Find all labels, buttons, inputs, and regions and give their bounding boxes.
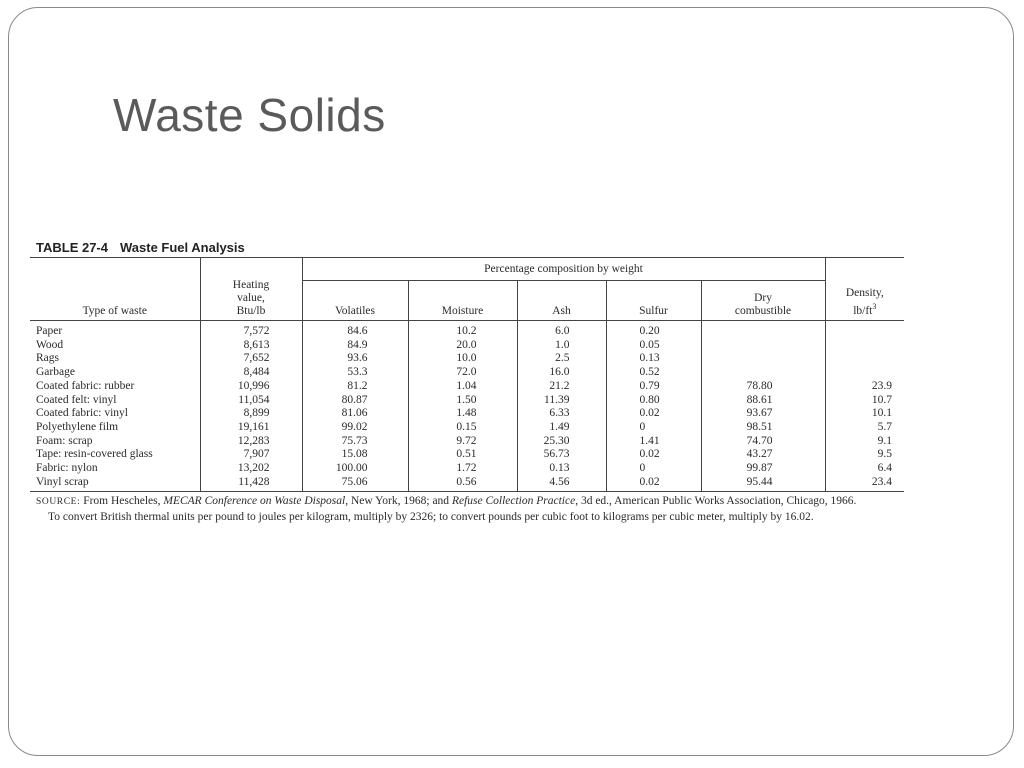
cell-type: Foam: scrap — [36, 434, 93, 447]
source-text-3: , 3d ed., American Public Works Association, Chicago, 1966. — [575, 495, 857, 507]
cell-volatiles: 84.6 — [302, 321, 408, 339]
cell-sulfur: 0.13 — [606, 352, 701, 366]
cell-volatiles: 80.87 — [302, 394, 408, 408]
cell-dry-combustible — [701, 352, 825, 366]
cell-moisture: 9.72 — [408, 435, 517, 449]
cell-sulfur: 1.41 — [606, 435, 701, 449]
header-heating-line3: Btu/lb — [236, 305, 266, 317]
header-dry-line2: combustible — [734, 305, 792, 317]
cell-dry-combustible — [701, 339, 825, 353]
table-row — [30, 352, 904, 366]
cell-dry-combustible: 99.87 — [701, 462, 825, 476]
slide-title: Waste Solids — [113, 89, 386, 141]
cell-ash: 56.73 — [517, 448, 606, 462]
cell-volatiles: 81.06 — [302, 407, 408, 421]
cell-heating: 7,652 — [200, 352, 302, 366]
cell-density: 23.9 — [825, 380, 904, 394]
header-ash: Ash — [517, 281, 606, 321]
header-sulfur: Sulfur — [606, 281, 701, 321]
cell-density: 9.1 — [825, 435, 904, 449]
source-title-2: Refuse Collection Practice — [451, 495, 576, 507]
cell-type: Garbage — [36, 366, 75, 379]
cell-volatiles: 15.08 — [302, 448, 408, 462]
header-density — [825, 258, 904, 321]
table-notes — [36, 494, 904, 525]
cell-sulfur: 0.79 — [606, 380, 701, 394]
cell-sulfur: 0.52 — [606, 366, 701, 380]
cell-dry-combustible: 95.44 — [701, 476, 825, 492]
header-volatiles: Volatiles — [302, 281, 408, 321]
table-number: TABLE 27-4 — [36, 240, 108, 255]
cell-ash: 11.39 — [517, 394, 606, 408]
cell-sulfur: 0.02 — [606, 448, 701, 462]
header-heating-line2: value, — [237, 292, 265, 304]
cell-ash: 0.13 — [517, 462, 606, 476]
cell-density — [825, 352, 904, 366]
cell-sulfur: 0.80 — [606, 394, 701, 408]
cell-volatiles: 93.6 — [302, 352, 408, 366]
cell-density — [825, 339, 904, 353]
source-note — [36, 494, 904, 509]
cell-volatiles: 100.00 — [302, 462, 408, 476]
cell-heating: 8,899 — [200, 407, 302, 421]
header-heating-value — [200, 258, 302, 321]
header-density-line2 — [826, 300, 905, 318]
cell-moisture: 10.0 — [408, 352, 517, 366]
header-density-unit: lb/ft — [853, 305, 873, 317]
table-row — [30, 394, 904, 408]
cell-type: Paper — [36, 325, 63, 337]
cell-sulfur: 0 — [606, 421, 701, 435]
cell-volatiles: 75.73 — [302, 435, 408, 449]
cell-moisture: 0.51 — [408, 448, 517, 462]
cell-volatiles: 75.06 — [302, 476, 408, 492]
waste-fuel-table — [30, 257, 904, 492]
cell-type: Tape: resin-covered glass — [36, 448, 153, 461]
cell-type: Fabric: nylon — [36, 462, 98, 475]
header-type-of-waste: Type of waste — [30, 258, 200, 321]
cell-dry-combustible: 74.70 — [701, 435, 825, 449]
cell-heating: 8,484 — [200, 366, 302, 380]
cell-ash: 2.5 — [517, 352, 606, 366]
cell-type: Coated felt: vinyl — [36, 393, 117, 406]
cell-heating: 7,572 — [200, 321, 302, 339]
cell-heating: 13,202 — [200, 462, 302, 476]
header-density-exponent: 3 — [872, 302, 877, 312]
cell-sulfur: 0.02 — [606, 476, 701, 492]
cell-moisture: 72.0 — [408, 366, 517, 380]
cell-ash: 1.49 — [517, 421, 606, 435]
cell-moisture: 10.2 — [408, 321, 517, 339]
cell-dry-combustible: 78.80 — [701, 380, 825, 394]
cell-heating: 11,054 — [200, 394, 302, 408]
cell-density: 9.5 — [825, 448, 904, 462]
table-row — [30, 380, 904, 394]
cell-type: Coated fabric: vinyl — [36, 407, 128, 420]
cell-heating: 19,161 — [200, 421, 302, 435]
cell-density: 23.4 — [825, 476, 904, 492]
table-row — [30, 462, 904, 476]
cell-volatiles: 99.02 — [302, 421, 408, 435]
cell-sulfur: 0.05 — [606, 339, 701, 353]
cell-heating: 11,428 — [200, 476, 302, 492]
table-row — [30, 421, 904, 435]
cell-heating: 10,996 — [200, 380, 302, 394]
table-row — [30, 448, 904, 462]
source-text-1: From Hescheles, — [83, 495, 161, 507]
cell-volatiles: 84.9 — [302, 339, 408, 353]
cell-dry-combustible — [701, 366, 825, 380]
table-row — [30, 476, 904, 492]
cell-type: Wood — [36, 338, 64, 351]
cell-moisture: 1.48 — [408, 407, 517, 421]
cell-type: Polyethylene film — [36, 420, 119, 433]
cell-ash: 25.30 — [517, 435, 606, 449]
header-heating-line1: Heating — [232, 279, 270, 291]
cell-density: 5.7 — [825, 421, 904, 435]
header-dry-line1: Dry — [754, 292, 772, 304]
cell-type: Coated fabric: rubber — [36, 379, 135, 392]
cell-moisture: 1.50 — [408, 394, 517, 408]
table-row — [30, 435, 904, 449]
cell-density — [825, 321, 904, 339]
cell-sulfur: 0.02 — [606, 407, 701, 421]
cell-moisture: 1.04 — [408, 380, 517, 394]
cell-dry-combustible: 88.61 — [701, 394, 825, 408]
source-text-2: , New York, 1968; and — [345, 495, 450, 507]
cell-type: Rags — [36, 352, 59, 365]
header-moisture: Moisture — [408, 281, 517, 321]
header-percentage-composition: Percentage composition by weight — [302, 258, 825, 281]
cell-heating: 7,907 — [200, 448, 302, 462]
table-row — [30, 339, 904, 353]
header-dry-combustible — [701, 281, 825, 321]
cell-density — [825, 366, 904, 380]
cell-density: 10.1 — [825, 407, 904, 421]
cell-ash: 6.33 — [517, 407, 606, 421]
table-row — [30, 366, 904, 380]
cell-ash: 16.0 — [517, 366, 606, 380]
cell-ash: 1.0 — [517, 339, 606, 353]
cell-dry-combustible: 43.27 — [701, 448, 825, 462]
cell-moisture: 1.72 — [408, 462, 517, 476]
cell-volatiles: 53.3 — [302, 366, 408, 380]
table-caption — [36, 240, 245, 255]
source-title-1: MECAR Conference on Waste Disposal — [163, 495, 346, 507]
cell-moisture: 0.15 — [408, 421, 517, 435]
cell-sulfur: 0 — [606, 462, 701, 476]
cell-ash: 21.2 — [517, 380, 606, 394]
cell-type: Vinyl scrap — [30, 476, 200, 492]
cell-moisture: 0.56 — [408, 476, 517, 492]
table-row — [30, 321, 904, 339]
cell-heating: 8,613 — [200, 339, 302, 353]
source-label: SOURCE: — [36, 497, 81, 507]
table-name: Waste Fuel Analysis — [120, 240, 245, 255]
table-row — [30, 407, 904, 421]
cell-dry-combustible — [701, 321, 825, 339]
cell-sulfur: 0.20 — [606, 321, 701, 339]
cell-moisture: 20.0 — [408, 339, 517, 353]
cell-density: 6.4 — [825, 462, 904, 476]
cell-volatiles: 81.2 — [302, 380, 408, 394]
cell-dry-combustible: 93.67 — [701, 407, 825, 421]
cell-density: 10.7 — [825, 394, 904, 408]
cell-dry-combustible: 98.51 — [701, 421, 825, 435]
header-density-line1: Density, — [845, 287, 884, 300]
cell-heating: 12,283 — [200, 435, 302, 449]
conversion-note: To convert British thermal units per pound to joules per kilogram, multiply by 2326; to convert pounds per cubic foot to kilograms per cubic meter, multiply by 16.02. — [48, 511, 814, 523]
cell-ash: 4.56 — [517, 476, 606, 492]
cell-ash: 6.0 — [517, 321, 606, 339]
